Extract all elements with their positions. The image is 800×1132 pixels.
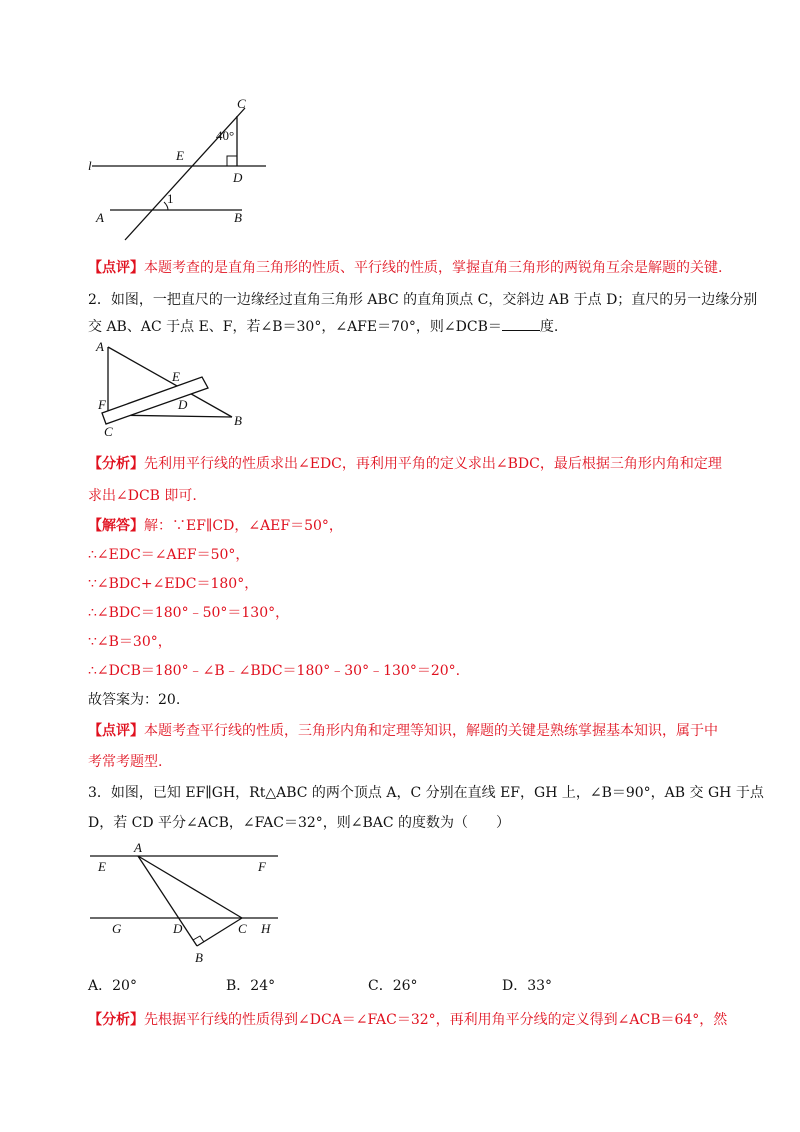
label-40: 40° <box>216 128 235 143</box>
label-b: B <box>234 413 242 428</box>
figure-2-diagram <box>80 335 260 445</box>
label-e: E <box>172 369 180 384</box>
question-2-unit: 度. <box>539 319 559 335</box>
right-angle-mark <box>227 156 237 166</box>
label-c: C <box>237 96 246 111</box>
label-1: 1 <box>167 191 174 206</box>
label-e: E <box>176 148 184 163</box>
question-2-line-1: 2．如图，一把直尺的一边缘经过直角三角形 ABC 的直角顶点 C，交斜边 AB 于点 D；直尺的另一边缘分别 <box>88 292 758 308</box>
label-b: B <box>234 210 242 225</box>
analysis-text: 先利用平行线的性质求出∠EDC，再利用平角的定义求出∠BDC，最后根据三角形内角和定理 <box>144 456 722 472</box>
analysis-2-line-1 <box>88 454 722 474</box>
label-a: A <box>96 210 104 225</box>
figure-1-diagram <box>80 90 280 250</box>
right-angle-mark <box>193 936 204 942</box>
choice-letter: B． <box>226 978 251 994</box>
choice-d <box>502 976 552 996</box>
analysis-text: 先根据平行线的性质得到∠DCA＝∠FAC＝32°，再利用角平分线的定义得到∠ACB＝64°，然 <box>144 1012 728 1028</box>
question-3-line-2: D，若 CD 平分∠ACB，∠FAC＝32°，则∠BAC 的度数为（ ） <box>88 815 511 831</box>
label-f: F <box>98 397 106 412</box>
review-label: 【点评】 <box>88 260 144 276</box>
label-a: A <box>134 840 142 855</box>
label-l: l <box>88 158 92 173</box>
solution-2-line-5: ∵∠B＝30°， <box>88 634 172 650</box>
figure-3-diagram <box>80 838 290 968</box>
choice-value: 24° <box>250 978 276 994</box>
choice-letter: A． <box>88 978 113 994</box>
analysis-label: 【分析】 <box>88 1012 144 1028</box>
label-d: D <box>178 397 188 412</box>
review-text: 本题考查平行线的性质，三角形内角和定理等知识，解题的关键是熟练掌握基本知识，属于中 <box>144 723 718 739</box>
choice-c <box>368 976 418 996</box>
solution-text: 解：∵EF∥CD，∠AEF＝50°， <box>144 518 343 534</box>
label-h: H <box>261 921 271 936</box>
review-label: 【点评】 <box>88 723 144 739</box>
final-answer-2: 故答案为：20. <box>88 692 181 708</box>
analysis-2-line-2: 求出∠DCB 即可. <box>88 488 197 504</box>
answer-blank <box>502 316 540 331</box>
choice-letter: C． <box>368 978 393 994</box>
label-e: E <box>98 859 106 874</box>
solution-2-line-3: ∵∠BDC+∠EDC＝180°， <box>88 576 259 592</box>
solution-label: 【解答】 <box>88 518 144 534</box>
review-2-line-2: 考常考题型. <box>88 754 163 770</box>
review-2-line-1 <box>88 721 718 741</box>
label-d: D <box>233 170 243 185</box>
label-d: D <box>173 921 183 936</box>
solution-2-line-1 <box>88 516 343 536</box>
analysis-3-line-1 <box>88 1010 727 1030</box>
choice-b <box>226 976 275 996</box>
solution-2-line-2: ∴∠EDC＝∠AEF＝50°， <box>88 547 250 563</box>
choice-value: 33° <box>527 978 553 994</box>
label-c: C <box>104 424 113 439</box>
label-f: F <box>258 859 266 874</box>
choice-value: 20° <box>112 978 137 994</box>
solution-2-line-6: ∴∠DCB＝180°﹣∠B﹣∠BDC＝180°﹣30°﹣130°＝20°. <box>88 663 461 679</box>
label-c: C <box>238 921 247 936</box>
label-b: B <box>195 950 203 965</box>
solution-2-line-4: ∴∠BDC＝180°﹣50°＝130°， <box>88 605 290 621</box>
choice-a <box>88 976 137 996</box>
review-text: 本题考查的是直角三角形的性质、平行线的性质，掌握直角三角形的两锐角互余是解题的关键. <box>144 260 723 276</box>
side-ac <box>138 856 242 918</box>
choice-letter: D． <box>502 978 528 994</box>
side-ab <box>138 856 197 946</box>
question-2-text: 交 AB、AC 于点 E、F，若∠B＝30°，∠AFE＝70°，则∠DCB＝ <box>88 319 502 335</box>
label-g: G <box>112 921 122 936</box>
question-2-line-2 <box>88 316 558 337</box>
choice-value: 26° <box>392 978 418 994</box>
label-a: A <box>96 339 104 354</box>
question-3-line-1: 3．如图，已知 EF∥GH，Rt△ABC 的两个顶点 A，C 分别在直线 EF，GH 上，∠B＝90°，AB 交 GH 于点 <box>88 785 764 801</box>
analysis-label: 【分析】 <box>88 456 144 472</box>
review-1 <box>88 258 722 278</box>
